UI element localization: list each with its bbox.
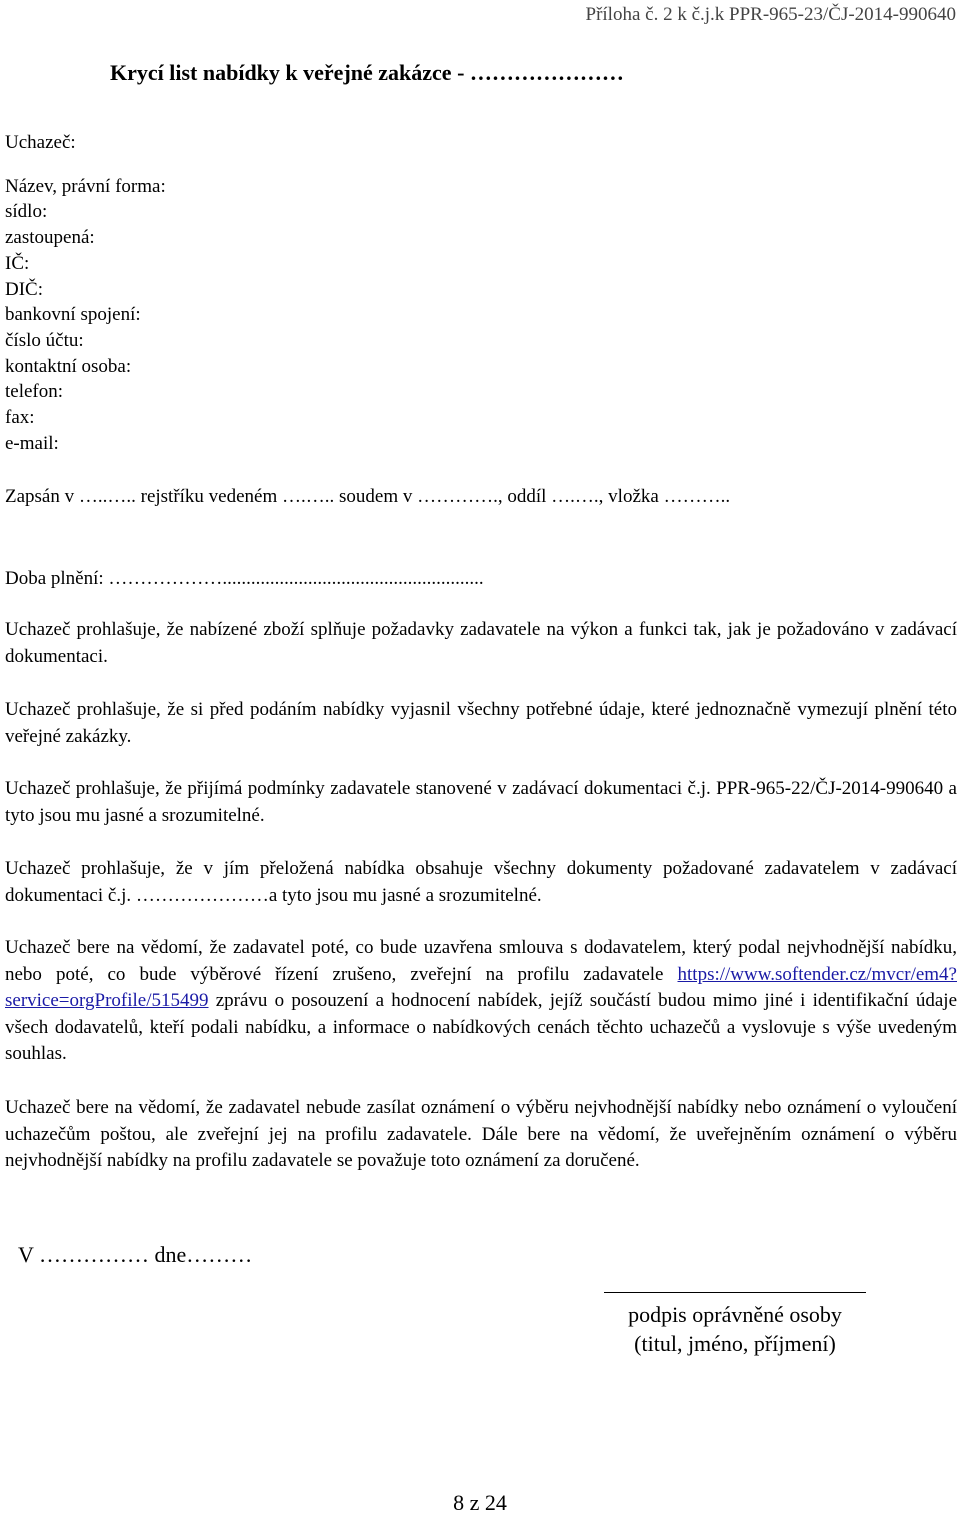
performance-period: Doba plnění: ………………....................................................... [5,568,484,589]
register-text: Zapsán v …..….. rejstříku vedeném ….….. soudem v …………., oddíl ….…., vložka ……….. [5,486,731,507]
declaration-paragraph-2 [5,697,957,750]
field-name-legal-form: Název, právní forma: [5,175,166,197]
field-email: e-mail: [5,432,59,454]
field-ic: IČ: [5,252,30,274]
field-dic: DIČ: [5,278,43,300]
document-title: Krycí list nabídky k veřejné zakázce - ………………… [110,60,624,85]
register-line [5,484,957,511]
field-represented-by: zastoupená: [5,227,95,249]
field-fax: fax: [5,407,35,429]
field-seat: sídlo: [5,201,48,223]
paragraph-text: Uchazeč prohlašuje, že v jím přeložená nabídka obsahuje všechny dokumenty požadované zadavatelem v zadávací dokumentaci č.j. …………………a tyto jsou mu jasné a srozumitelné. [5,858,957,906]
declaration-paragraph-6 [5,1095,957,1175]
declaration-paragraph-3 [5,776,957,829]
field-contact-person: kontaktní osoba: [5,355,132,377]
signature-caption: podpis oprávněné osoby [628,1302,842,1327]
declaration-paragraph-1 [5,617,957,670]
declaration-paragraph-4 [5,856,957,909]
page-number: 8 z 24 [453,1490,507,1515]
paragraph-text: Uchazeč bere na vědomí, že zadavatel nebude zasílat oznámení o výběru nejvhodnější nabídky nebo oznámení o vyloučení uchazečům poštou, ale zveřejní jej na profilu zadavatele. Dále bere na vědomí, že uveřejněním oznámení o výběru nejvhodnější nabídky na profilu zadavatele se považuje toto oznámení za doručené. [5,1097,957,1171]
paragraph-text: Uchazeč prohlašuje, že přijímá podmínky zadavatele stanovené v zadávací dokumentaci č.j. PPR-965-22/ČJ-2014-990640 a tyto jsou mu jasné a srozumitelné. [5,778,957,826]
signature-subcaption: (titul, jméno, příjmení) [634,1331,836,1356]
paragraph-text: Uchazeč prohlašuje, že nabízené zboží splňuje požadavky zadavatele na výkon a funkci tak, jak je požadováno v zadávací dokumentaci. [5,619,957,667]
field-bidder: Uchazeč: [5,132,76,153]
field-bank: bankovní spojení: [5,304,141,326]
field-account: číslo účtu: [5,329,84,351]
paragraph-text: Uchazeč prohlašuje, že si před podáním nabídky vyjasnil všechny potřebné údaje, které jednoznačně vymezují plnění této veřejné zakázky. [5,699,957,747]
place-and-date: V …………… dne……… [18,1242,253,1267]
field-phone: telefon: [5,381,64,403]
declaration-paragraph-5 [5,935,957,1068]
paragraph-5-end: zprávu o posouzení a hodnocení nabídek, jejíž součástí budou mimo jiné i identifikační údaje všech dodavatelů, kteří podali nabídku, a informace o nabídkových cenách těchto uchazečů a vyslovuje s výše uvedeným souhlas. [5,990,957,1064]
signature-line [604,1292,866,1293]
attachment-reference: Příloha č. 2 k č.j.k PPR-965-23/ČJ-2014-990640 [585,4,956,25]
signature-block [570,1300,900,1358]
buyer-profile-link[interactable]: https://www.softender.cz/mvcr/em4?service=orgProfile/515499 [5,963,957,1011]
paragraph-5-start: Uchazeč bere na vědomí, že zadavatel poté, co bude uzavřena smlouva s dodavatelem, který podal nejvhodnější nabídku, nebo poté, co bude výběrové řízení zrušeno, zveřejní na profilu zadavatele [5,937,957,985]
bidder-field-list [5,130,405,456]
paragraph-text [5,935,957,1068]
